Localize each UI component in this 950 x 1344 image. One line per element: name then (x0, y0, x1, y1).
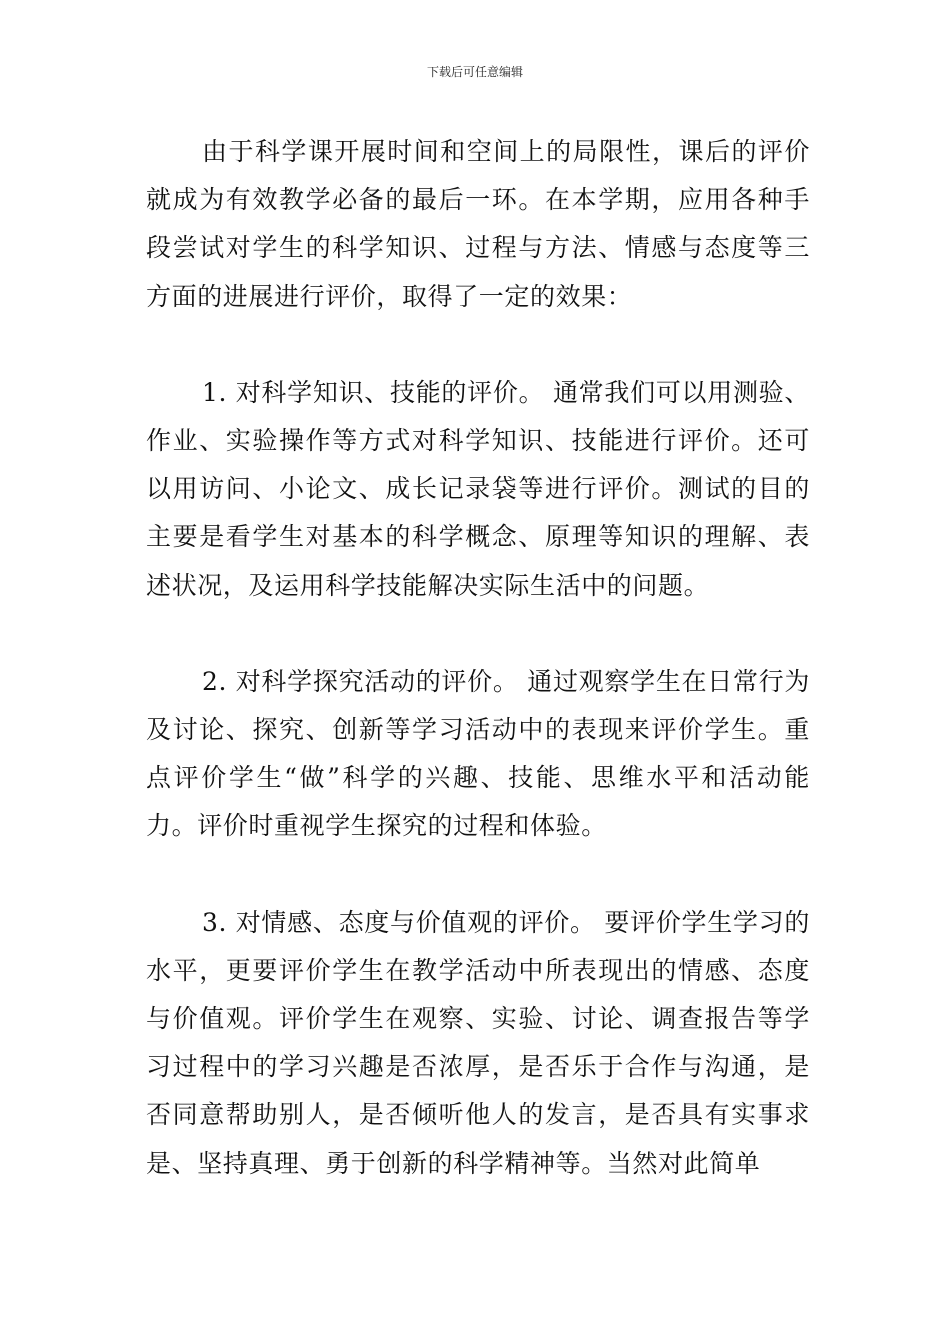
intro-paragraph: 由于科学课开展时间和空间上的局限性，课后的评价就成为有效教学必备的最后一环。在本学期，应用各种手段尝试对学生的科学知识、过程与方法、情感与态度等三方面的进展进行评价，取得了一定的效果： (146, 137, 810, 311)
inquiry-evaluation-paragraph: 2. 对科学探究活动的评价。 通过观察学生在日常行为及讨论、探究、创新等学习活动中的表现来评价学生。重点评价学生“做”科学的兴趣、技能、思维水平和活动能力。评价时重视学生探究的过程和体验。 (146, 666, 810, 841)
knowledge-evaluation-paragraph: 1. 对科学知识、技能的评价。 通常我们可以用测验、作业、实验操作等方式对科学知识、技能进行评价。还可以用访问、小论文、成长记录袋等进行评价。测试的目的主要是看学生对基本的科学概念、原理等知识的理解、表述状况，及运用科学技能解决实际生活中的问题。 (146, 377, 810, 600)
document-body (146, 128, 810, 1188)
attitude-evaluation-paragraph: 3. 对情感、态度与价值观的评价。 要评价学生学习的水平，更要评价学生在教学活动中所表现出的情感、态度与价值观。评价学生在观察、实验、讨论、调查报告等学习过程中的学习兴趣是否浓厚，是否乐于合作与沟通，是否同意帮助别人，是否倾听他人的发言，是否具有实事求是、坚持真理、勇于创新的科学精神等。当然对此简单 (146, 907, 810, 1178)
page-header: 下载后可任意编辑 (426, 65, 523, 79)
